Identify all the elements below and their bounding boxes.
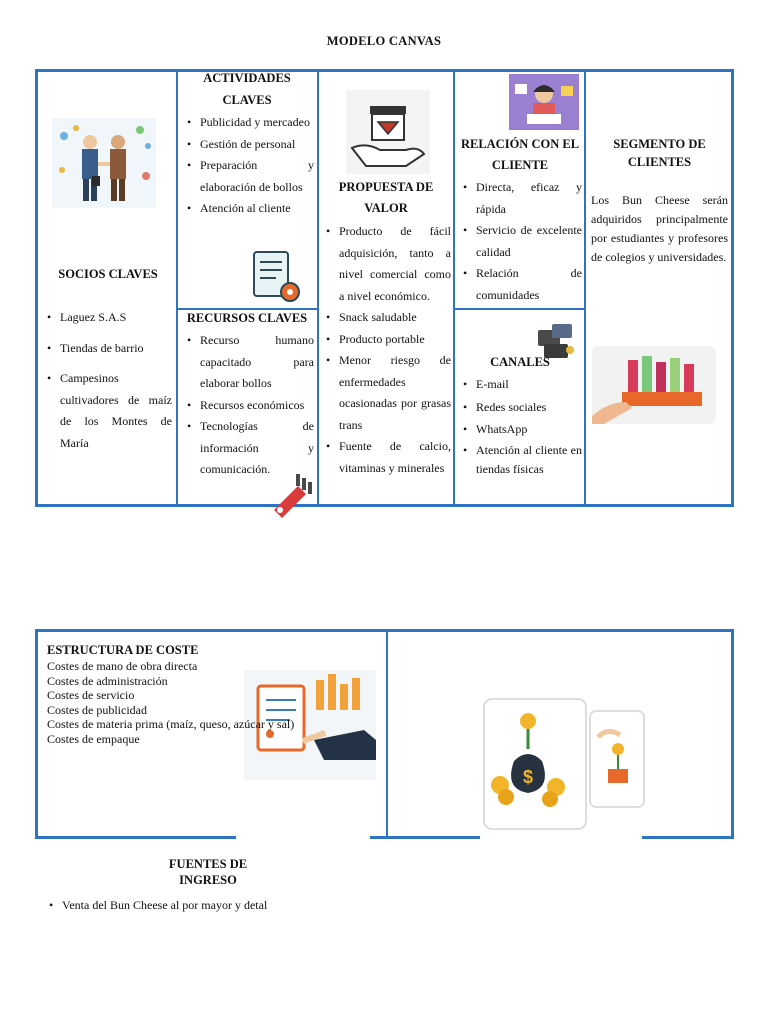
fuentes-list	[46, 895, 366, 917]
svg-text:$: $	[522, 767, 534, 787]
socios-heading: SOCIOS CLAVES	[58, 267, 158, 281]
list-item: • Menor riesgo de enfermedades ocasionadas por grasas trans	[323, 350, 451, 436]
canales-heading: CANALES	[490, 355, 550, 369]
list-item: • Gestión de personal	[184, 134, 314, 156]
segmento-text: Los Bun Cheese serán adquiridos principalmente por estudiantes y profesores de colegios y universidades.	[591, 193, 728, 264]
actividades-heading-line2: CLAVES	[222, 93, 272, 107]
list-item: • Fuente de calcio, vitaminas y minerales	[323, 436, 451, 479]
recursos-heading: RECURSOS CLAVES	[186, 311, 308, 325]
customer-segment-illustration	[592, 346, 716, 429]
divider	[453, 308, 585, 310]
list-item: • Servicio de excelente calidad	[460, 220, 582, 263]
document-gear-icon	[246, 248, 304, 309]
customer-support-illustration	[509, 74, 579, 135]
list-item: • Recurso humano capacitado para elaborar bollos	[184, 330, 314, 395]
socios-list	[44, 307, 172, 454]
list-item: • Producto de fácil adquisición, tanto a nivel comercial como a nivel económico.	[323, 221, 451, 307]
divider	[453, 69, 455, 507]
segmento-heading-line1: SEGMENTO DE	[613, 137, 706, 151]
technology-tools-icon	[268, 470, 316, 523]
canales-list	[460, 373, 582, 479]
divider	[386, 629, 388, 839]
list-item: • Campesinos cultivadores de maíz de los Montes de María	[44, 368, 172, 454]
relacion-list	[460, 177, 582, 306]
list-item: Costes de servicio	[47, 688, 135, 702]
recursos-list	[184, 330, 314, 481]
propuesta-heading-line1: PROPUESTA DE	[338, 180, 434, 194]
propuesta-heading-line2: VALOR	[364, 201, 408, 215]
divider	[584, 69, 586, 507]
fuentes-heading-line2: INGRESO	[179, 873, 237, 887]
list-item: • Tecnologías de información y comunicación.	[184, 416, 314, 481]
list-item: • WhatsApp	[460, 418, 582, 441]
list-item: • Atención al cliente	[184, 198, 314, 220]
list-item: • Publicidad y mercadeo	[184, 112, 314, 134]
actividades-heading-line1: ACTIVIDADES	[203, 71, 291, 85]
list-item: • Venta del Bun Cheese al por mayor y detal	[46, 895, 366, 917]
list-item: • Snack saludable	[323, 307, 451, 329]
divider	[176, 69, 178, 507]
fuentes-heading-line1: FUENTES DE	[168, 857, 248, 871]
list-item: Costes de mano de obra directa	[47, 659, 198, 673]
list-item: • Redes sociales	[460, 396, 582, 419]
list-item: • Preparación y elaboración de bollos	[184, 155, 314, 198]
propuesta-list	[323, 221, 451, 479]
list-item: Costes de materia prima (maíz, queso, azúcar y sal)	[47, 717, 295, 731]
list-item: Costes de empaque	[47, 731, 140, 746]
list-item: Costes de publicidad	[47, 702, 147, 717]
list-item: Costes de administración	[47, 673, 168, 688]
relacion-heading-line1: RELACIÓN CON EL	[460, 137, 580, 151]
actividades-list	[184, 112, 314, 220]
list-item: • E-mail	[460, 373, 582, 396]
list-item: • Producto portable	[323, 329, 451, 351]
segmento-heading-line2: CLIENTES	[627, 155, 692, 169]
list-item: • Laguez S.A.S	[44, 307, 172, 329]
partners-handshake-illustration	[52, 118, 156, 213]
frame-gap	[236, 834, 370, 842]
list-item: • Directa, eficaz y rápida	[460, 177, 582, 220]
page-title: MODELO CANVAS	[326, 34, 442, 48]
relacion-heading-line2: CLIENTE	[491, 158, 549, 172]
list-item: • Recursos económicos	[184, 395, 314, 417]
list-item: • Atención al cliente en tiendas físicas	[460, 441, 582, 479]
divider	[317, 69, 319, 507]
estructura-heading: ESTRUCTURA DE COSTE	[47, 643, 199, 657]
list-item: • Tiendas de barrio	[44, 338, 172, 360]
estructura-list	[47, 659, 337, 746]
list-item: • Relación de comunidades	[460, 263, 582, 306]
money-bag-coins-illustration	[480, 697, 646, 842]
diamond-gift-icon	[346, 90, 430, 179]
